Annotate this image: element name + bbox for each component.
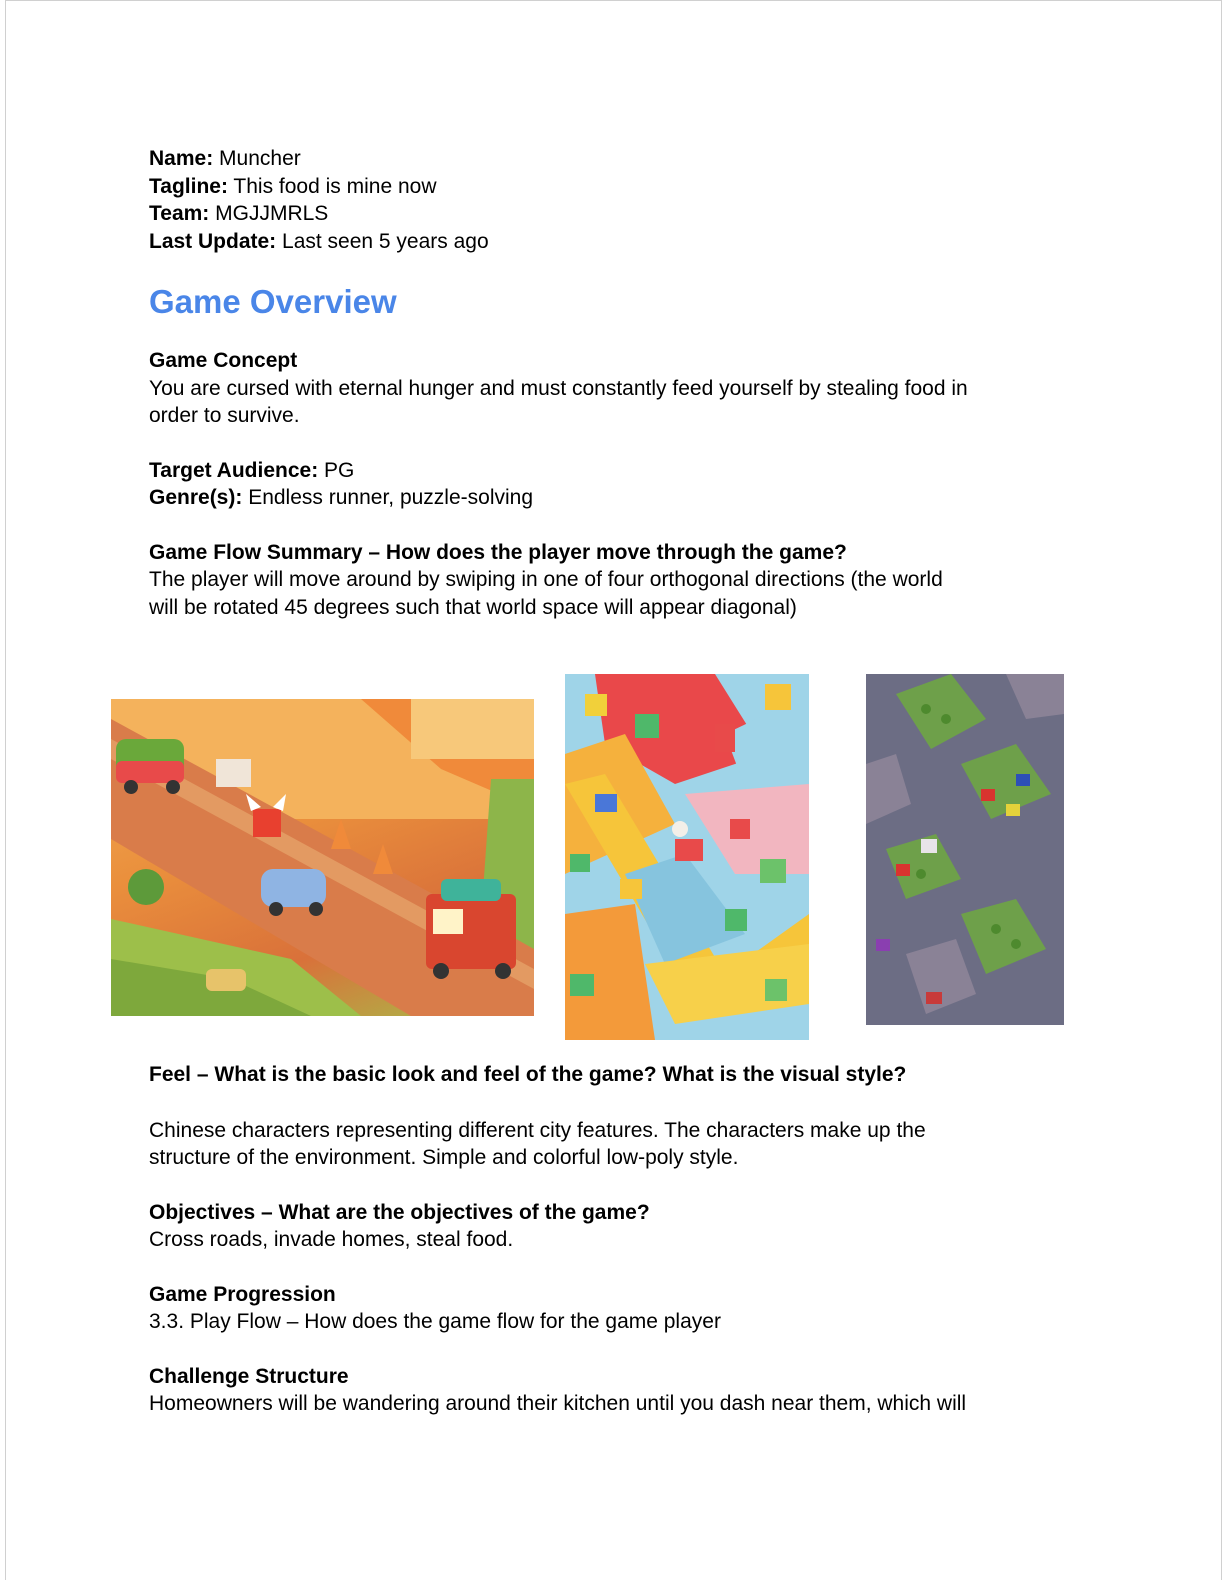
- progression-section: [149, 1281, 1089, 1336]
- progression-text: 3.3. Play Flow – How does the game flow for the game player: [149, 1310, 721, 1333]
- city-map-image: [866, 674, 1064, 1025]
- road-scene-image: [111, 699, 534, 1016]
- feel-text-2: structure of the environment. Simple and colorful low-poly style.: [149, 1146, 739, 1169]
- flow-section: [149, 539, 1089, 622]
- objectives-text: Cross roads, invade homes, steal food.: [149, 1228, 514, 1251]
- challenge-title: Challenge Structure: [149, 1364, 349, 1388]
- concept-text-1: You are cursed with eternal hunger and must constantly feed yourself by stealing food in: [149, 376, 968, 400]
- feel-section: [149, 1061, 1089, 1172]
- audience-section: [149, 457, 1089, 512]
- concept-text-2: order to survive.: [149, 404, 300, 427]
- flow-text-2: will be rotated 45 degrees such that world space will appear diagonal): [149, 595, 797, 619]
- feel-text-1: Chinese characters representing different city features. The characters make up the: [149, 1118, 926, 1142]
- meta-tagline: Tagline: This food is mine now: [149, 174, 437, 198]
- block-city-image: [565, 674, 809, 1040]
- objectives-title: Objectives – What are the objectives of the game?: [149, 1200, 650, 1224]
- feel-title: Feel – What is the basic look and feel of the game? What is the visual style?: [149, 1063, 907, 1086]
- meta-team: Team: MGJJMRLS: [149, 202, 329, 225]
- objectives-section: [149, 1199, 1089, 1254]
- meta-name: Name: Muncher: [149, 147, 301, 170]
- target-audience: Target Audience: PG: [149, 458, 355, 482]
- challenge-section: [149, 1363, 1089, 1418]
- flow-title: Game Flow Summary – How does the player move through the game?: [149, 540, 847, 564]
- concept-section: [149, 347, 1089, 430]
- genres: Genre(s): Endless runner, puzzle-solving: [149, 486, 534, 509]
- flow-text-1: The player will move around by swiping in one of four orthogonal directions (the world: [149, 568, 943, 591]
- challenge-text: Homeowners will be wandering around their kitchen until you dash near them, which will: [149, 1392, 967, 1415]
- concept-title: Game Concept: [149, 349, 298, 372]
- game-overview-heading: Game Overview: [149, 283, 397, 320]
- meta-last-update: Last Update: Last seen 5 years ago: [149, 229, 489, 253]
- progression-title: Game Progression: [149, 1282, 336, 1306]
